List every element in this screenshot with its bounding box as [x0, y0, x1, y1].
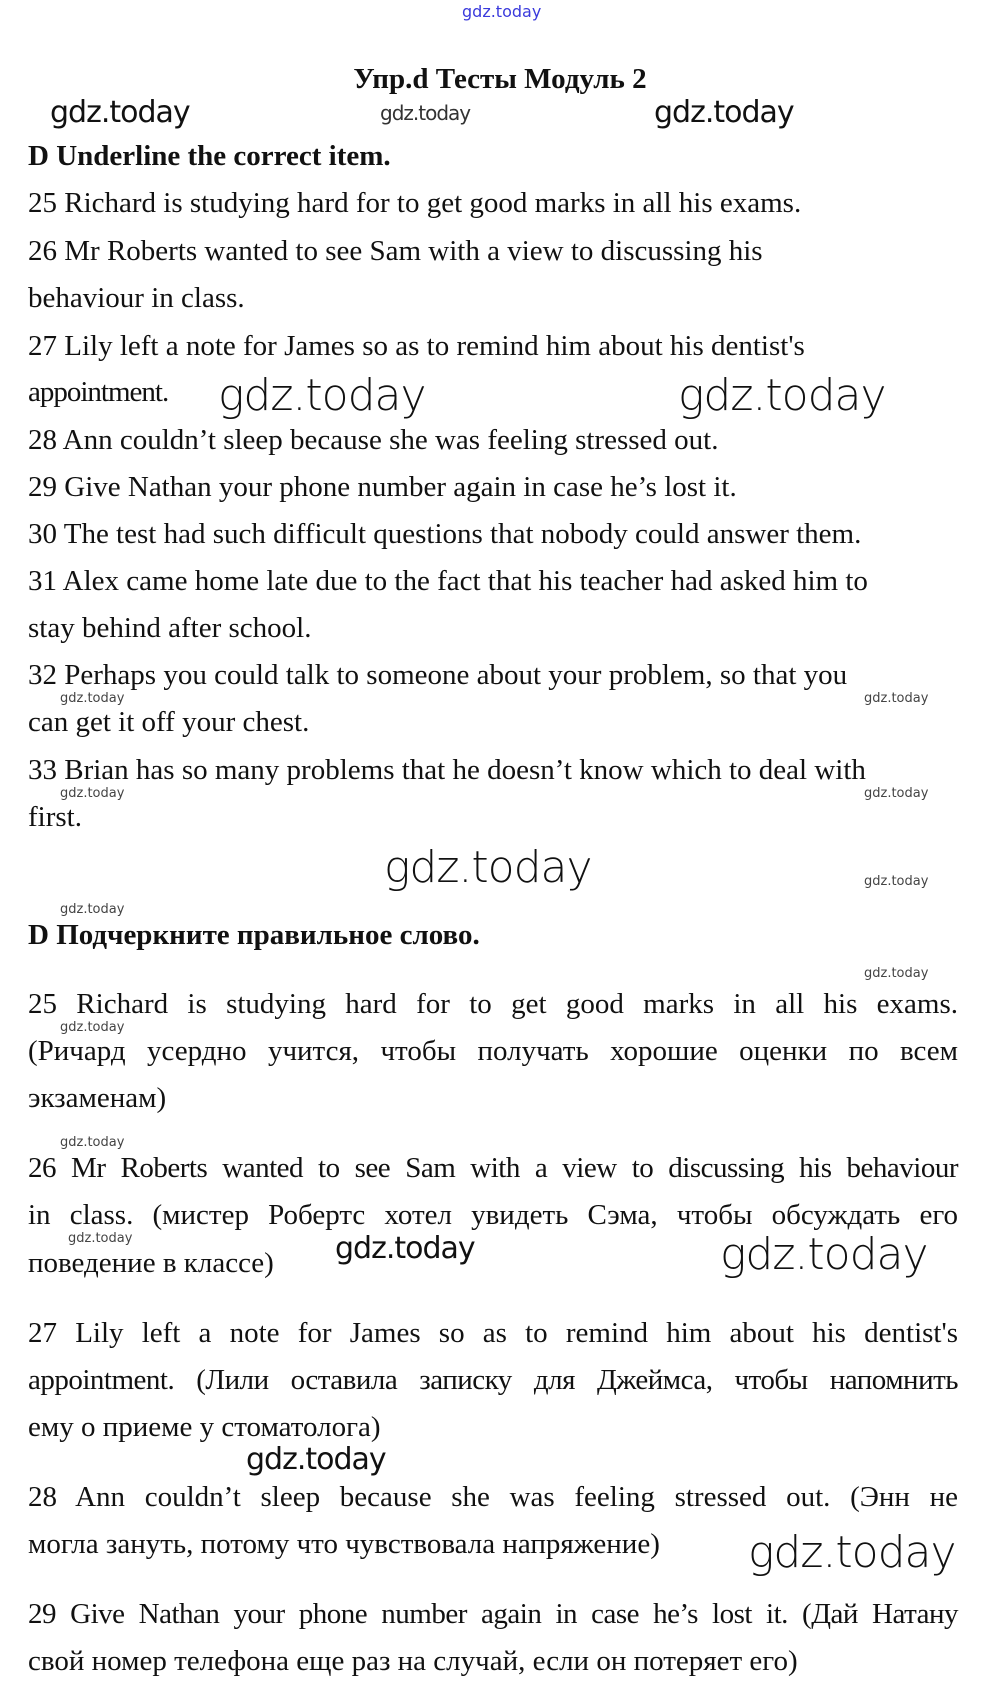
- watermark: gdz.today: [380, 101, 471, 125]
- translation-line: 26 Mr Roberts wanted to see Sam with a view to discussing his behaviour: [28, 1152, 958, 1184]
- watermark: gdz.today: [60, 786, 125, 801]
- exercise-line: stay behind after school.: [28, 612, 312, 644]
- page-title: Упр.d Тесты Модуль 2: [353, 63, 647, 95]
- translation-line: 25 Richard is studying hard for to get good marks in all his exams.: [28, 988, 958, 1020]
- translation-line: экзаменам): [28, 1082, 167, 1114]
- watermark: gdz.today: [864, 691, 929, 706]
- watermark: gdz.today: [462, 2, 542, 21]
- section-heading-ru: D Подчеркните правильное слово.: [28, 919, 480, 951]
- exercise-line: first.: [28, 801, 82, 833]
- translation-line: ему о приеме у стоматолога): [28, 1411, 381, 1443]
- translation-line: могла зануть, потому что чувствовала напряжение): [28, 1528, 660, 1560]
- exercise-line: behaviour in class.: [28, 282, 245, 314]
- watermark: gdz.today: [864, 786, 929, 801]
- exercise-line: 26 Mr Roberts wanted to see Sam with a view to discussing his: [28, 235, 763, 267]
- watermark: gdz.today: [678, 370, 886, 421]
- watermark: gdz.today: [864, 874, 929, 889]
- watermark: gdz.today: [60, 691, 125, 706]
- watermark: gdz.today: [654, 95, 794, 130]
- watermark: gdz.today: [864, 966, 929, 981]
- watermark: gdz.today: [748, 1527, 956, 1578]
- translation-line: 28 Ann couldn’t sleep because she was feeling stressed out. (Энн не: [28, 1481, 958, 1513]
- watermark: gdz.today: [68, 1231, 133, 1246]
- exercise-line: 25 Richard is studying hard for to get good marks in all his exams.: [28, 187, 802, 219]
- watermark: gdz.today: [218, 370, 426, 421]
- watermark: gdz.today: [60, 902, 125, 917]
- exercise-line: 30 The test had such difficult questions that nobody could answer them.: [28, 518, 862, 550]
- translation-line: свой номер телефона еще раз на случай, если он потеряет его): [28, 1645, 798, 1677]
- translation-line: поведение в классе): [28, 1247, 274, 1279]
- exercise-line: 31 Alex came home late due to the fact that his teacher had asked him to: [28, 565, 868, 597]
- watermark: gdz.today: [60, 1020, 125, 1035]
- exercise-line: 32 Perhaps you could talk to someone about your problem, so that you: [28, 659, 848, 691]
- exercise-line: 29 Give Nathan your phone number again in case he’s lost it.: [28, 471, 737, 503]
- exercise-line: 33 Brian has so many problems that he doesn’t know which to deal with: [28, 754, 866, 786]
- translation-line: in class. (мистер Робертс хотел увидеть Сэма, чтобы обсуждать его: [28, 1199, 958, 1231]
- translation-line: (Ричард усердно учится, чтобы получать хорошие оценки по всем: [28, 1035, 958, 1067]
- section-heading-en: D Underline the correct item.: [28, 140, 391, 172]
- watermark: gdz.today: [384, 842, 592, 893]
- exercise-line: can get it off your chest.: [28, 706, 310, 738]
- watermark: gdz.today: [720, 1229, 928, 1280]
- watermark: gdz.today: [335, 1231, 475, 1266]
- watermark: gdz.today: [50, 95, 190, 130]
- exercise-line: 27 Lily left a note for James so as to remind him about his dentist's: [28, 330, 805, 362]
- watermark: gdz.today: [60, 1135, 125, 1150]
- exercise-line: 28 Ann couldn’t sleep because she was feeling stressed out.: [28, 424, 719, 456]
- translation-line: 29 Give Nathan your phone number again in case he’s lost it. (Дай Натану: [28, 1598, 958, 1630]
- exercise-line: appointment.: [28, 376, 169, 408]
- translation-line: appointment. (Лили оставила записку для Джеймса, чтобы напомнить: [28, 1364, 958, 1396]
- watermark: gdz.today: [246, 1442, 386, 1477]
- translation-line: 27 Lily left a note for James so as to remind him about his dentist's: [28, 1317, 958, 1349]
